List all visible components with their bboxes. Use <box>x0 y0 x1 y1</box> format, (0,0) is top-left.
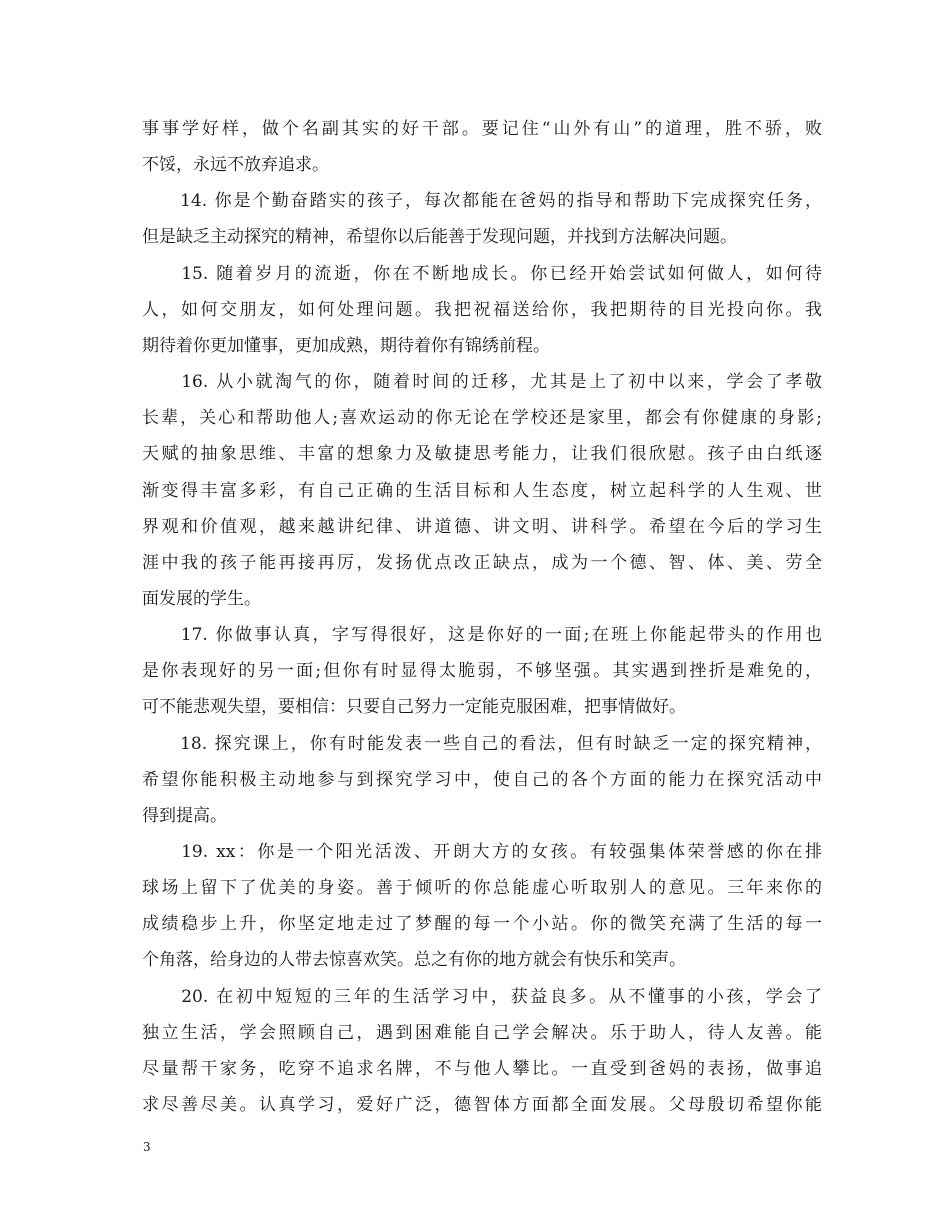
text-line: 成绩稳步上升，你坚定地走过了梦醒的每一个小站。你的微笑充满了生活的每一 <box>142 914 822 935</box>
text-line: 可不能悲观失望，要相信：只要自己努力一定能克服困难，把事情做好。 <box>142 697 686 718</box>
text-line: 是你表现好的另一面;但你有时显得太脆弱，不够坚强。其实遇到挫折是难免的， <box>142 661 822 682</box>
text-line: 渐变得丰富多彩，有自己正确的生活目标和人生态度，树立起科学的人生观、世 <box>142 480 822 501</box>
text-line: 独立生活，学会照顾自己，遇到困难能自己学会解决。乐于助人，待人友善。能 <box>142 1022 822 1043</box>
page-number: 3 <box>143 1140 151 1154</box>
text-line: 不馁，永远不放弃追求。 <box>142 155 329 176</box>
text-line: 涯中我的孩子能再接再厉，发扬优点改正缺点，成为一个德、智、体、美、劳全 <box>142 552 822 573</box>
text-line: 人，如何交朋友，如何处理问题。我把祝福送给你，我把期待的目光投向你。我 <box>142 299 822 320</box>
text-line: 期待着你更加懂事，更加成熟，期待着你有锦绣前程。 <box>142 335 550 356</box>
text-line: 18. 探究课上，你有时能发表一些自己的看法，但有时缺乏一定的探究精神， <box>142 733 822 754</box>
text-line: 14. 你是个勤奋踏实的孩子，每次都能在爸妈的指导和帮助下完成探究任务， <box>142 191 822 212</box>
text-line: 天赋的抽象思维、丰富的想象力及敏捷思考能力，让我们很欣慰。孩子由白纸逐 <box>142 444 822 465</box>
text-line: 17. 你做事认真，字写得很好，这是你好的一面;在班上你能起带头的作用也 <box>142 625 822 646</box>
text-line: 个角落，给身边的人带去惊喜欢笑。总之有你的地方就会有快乐和笑声。 <box>142 950 686 971</box>
text-line: 面发展的学生。 <box>142 589 261 609</box>
text-line: 长辈，关心和帮助他人;喜欢运动的你无论在学校还是家里，都会有你健康的身影; <box>142 408 822 429</box>
text-line: 得到提高。 <box>142 805 227 826</box>
text-line: 尽量帮干家务，吃穿不追求名牌，不与他人攀比。一直受到爸妈的表扬，做事追 <box>142 1058 822 1079</box>
text-line: 界观和价值观，越来越讲纪律、讲道德、讲文明、讲科学。希望在今后的学习生 <box>142 516 822 537</box>
text-line: 19. xx：你是一个阳光活泼、开朗大方的女孩。有较强集体荣誉感的你在排 <box>142 842 822 862</box>
text-line: 20. 在初中短短的三年的生活学习中，获益良多。从不懂事的小孩，学会了 <box>142 986 822 1007</box>
text-line: 球场上留下了优美的身姿。善于倾听的你总能虚心听取别人的意见。三年来你的 <box>142 878 822 899</box>
text-line: 15. 随着岁月的流逝，你在不断地成长。你已经开始尝试如何做人，如何待 <box>142 263 822 284</box>
text-line: 16. 从小就淘气的你，随着时间的迁移，尤其是上了初中以来，学会了孝敬 <box>142 372 822 392</box>
text-line: 希望你能积极主动地参与到探究学习中，使自己的各个方面的能力在探究活动中 <box>142 769 822 790</box>
text-line: 求尽善尽美。认真学习，爱好广泛，德智体方面都全面发展。父母殷切希望你能 <box>142 1095 822 1115</box>
text-line: 事事学好样，做个名副其实的好干部。要记住“山外有山”的道理，胜不骄，败 <box>142 119 822 139</box>
text-line: 但是缺乏主动探究的精神，希望你以后能善于发现问题，并找到方法解决问题。 <box>142 227 737 248</box>
